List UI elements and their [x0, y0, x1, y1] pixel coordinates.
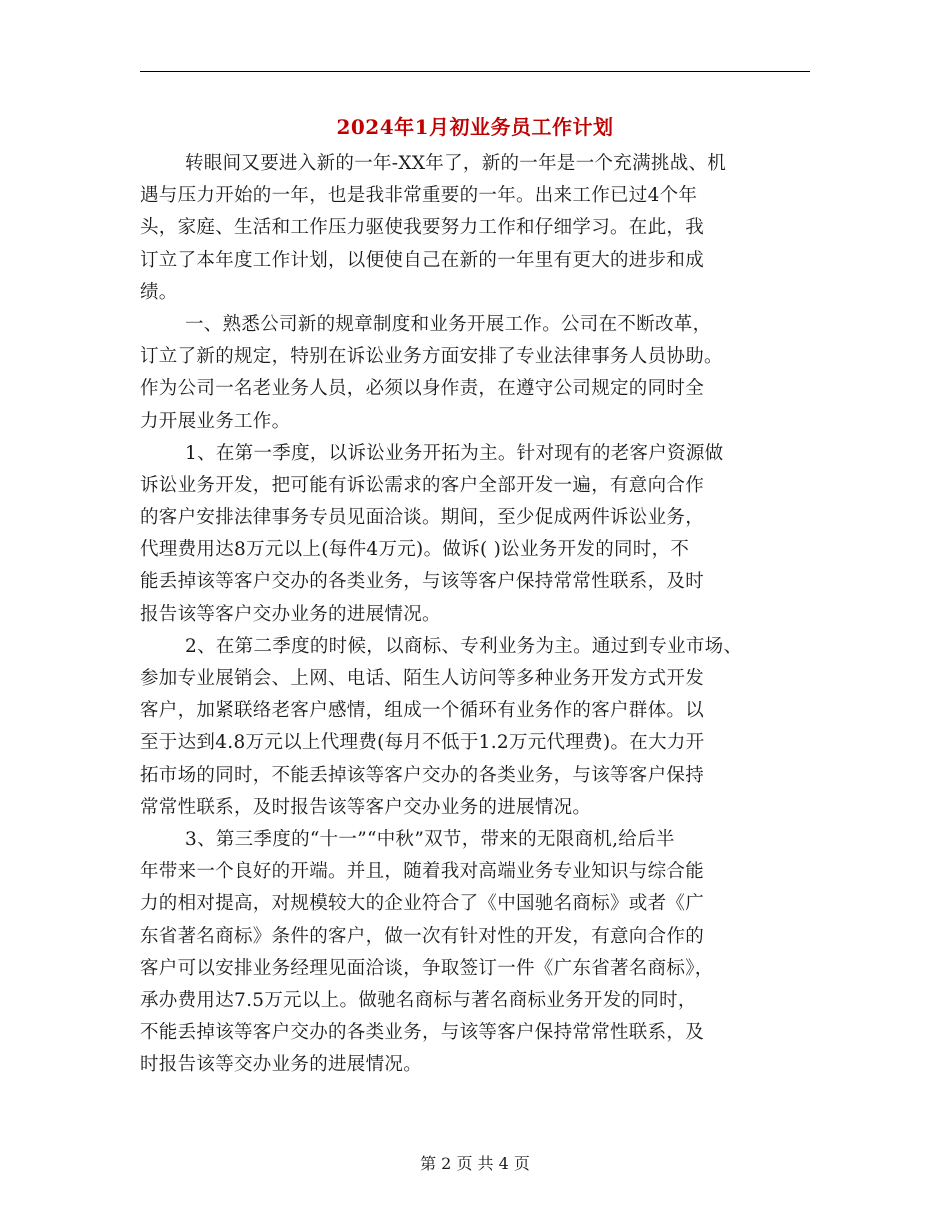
text-line: 遇与压力开始的一年，也是我非常重要的一年。出来工作已过4个年: [140, 185, 698, 207]
paragraph-q3: [140, 824, 810, 1082]
paragraph-section-one: [140, 309, 810, 438]
text-line: 承办费用达7.5万元以上。做驰名商标与著名商标业务开发的同时，: [140, 989, 697, 1011]
text-line: 至于达到4.8万元以上代理费(每月不低于1.2万元代理费)。在大力开: [140, 732, 705, 754]
text-line: 常常性联系，及时报告该等客户交办业务的进展情况。: [140, 796, 592, 818]
text-line: 拓市场的同时，不能丢掉该等客户交办的各类业务，与该等客户保持: [140, 764, 705, 786]
text-line: 3、第三季度的“十一”“中秋”双节，带来的无限商机,给后半: [185, 828, 675, 850]
document-body: [140, 148, 810, 1081]
document-title: 2024年1月初业务员工作计划: [336, 115, 614, 139]
text-line: 头，家庭、生活和工作压力驱使我要努力工作和仔细学习。在此，我: [140, 217, 705, 239]
text-line: 力的相对提高，对规模较大的企业符合了《中国驰名商标》或者《广: [140, 893, 705, 915]
text-line: 不能丢掉该等客户交办的各类业务，与该等客户保持常常性联系，及: [140, 1022, 705, 1044]
text-line: 年带来一个良好的开端。并且，随着我对高端业务专业知识与综合能: [140, 861, 705, 883]
text-line: 作为公司一名老业务人员，必须以身作责，在遵守公司规定的同时全: [140, 378, 705, 400]
text-line: 能丢掉该等客户交办的各类业务，与该等客户保持常常性联系，及时: [140, 571, 705, 593]
paragraph-q2: [140, 631, 810, 824]
page-number-footer: 第 2 页 共 4 页: [420, 1154, 530, 1173]
text-line: 时报告该等交办业务的进展情况。: [140, 1054, 423, 1076]
text-line: 的客户安排法律事务专员见面洽谈。期间，至少促成两件诉讼业务，: [140, 507, 705, 529]
text-line: 东省著名商标》条件的客户，做一次有针对性的开发，有意向合作的: [140, 925, 705, 947]
text-line: 2、在第二季度的时候，以商标、专利业务为主。通过到专业市场、: [185, 635, 743, 657]
paragraph-q1: [140, 438, 810, 631]
text-line: 绩。: [140, 281, 178, 303]
text-line: 客户，加紧联络老客户感情，组成一个循环有业务作的客户群体。以: [140, 700, 705, 722]
text-line: 参加专业展销会、上网、电话、陌生人访问等多种业务开发方式开发: [140, 668, 705, 689]
text-line: 订立了本年度工作计划，以便使自己在新的一年里有更大的进步和成: [140, 249, 705, 271]
text-line: 力开展业务工作。: [140, 410, 291, 432]
paragraph-intro: [140, 148, 810, 309]
text-line: 代理费用达8万元以上(每件4万元)。做诉( )讼业务开发的同时，不: [140, 539, 690, 561]
text-line: 转眼间又要进入新的一年-XX年了，新的一年是一个充满挑战、机: [185, 153, 727, 174]
text-line: 一、熟悉公司新的规章制度和业务开展工作。公司在不断改革，: [185, 313, 712, 335]
text-line: 客户可以安排业务经理见面洽谈，争取签订一件《广东省著名商标》，: [140, 957, 714, 979]
text-line: 诉讼业务开发，把可能有诉讼需求的客户全部开发一遍，有意向合作: [140, 474, 705, 496]
text-line: 报告该等客户交办业务的进展情况。: [140, 603, 441, 625]
text-line: 1、在第一季度，以诉讼业务开拓为主。针对现有的老客户资源做: [185, 442, 724, 464]
header-rule: [140, 71, 810, 72]
text-line: 订立了新的规定，特别在诉讼业务方面安排了专业法律事务人员协助。: [140, 346, 723, 368]
